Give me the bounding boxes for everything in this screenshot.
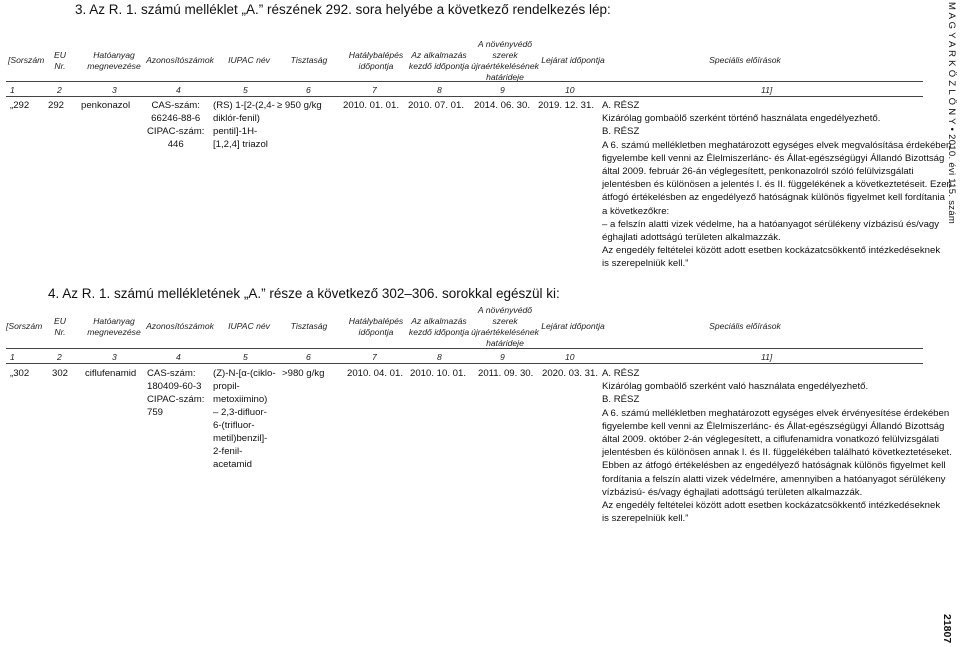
col-number: 4 — [176, 352, 181, 362]
col-number: 9 — [500, 85, 505, 95]
col-number: 3 — [112, 85, 117, 95]
identifiers: CAS-szám: 66246-88-6 CIPAC-szám: 446 — [147, 100, 205, 150]
iupac-name: (RS) 1-[2-(2,4- diklór-fenil) pentil]-1H- [1,2,4] triazol — [213, 100, 275, 150]
col-number: 10 — [565, 352, 575, 362]
col-number: 3 — [112, 352, 117, 362]
expiry-date: 2020. 03. 31. — [542, 368, 599, 379]
header-ujraertekeles: A növényvédő szerek újraértékelésének határideje — [471, 305, 539, 348]
header-eu-nr: EU Nr. — [54, 50, 66, 71]
special-provisions: A. RÉSZ Kizárólag gombaölő szerként való használata engedélyezhető. B. RÉSZ A 6. számú mellékletben meghatározott egységes elvek érvényesítése érdekében figyelembe kell venni az Élelmiszerlánc- és Állat-egészségügyi Állandó Bizottság által 2009. október 2-án véglegesített, a ciflufenamidra vonatkozó felülvizsgálati jelentésben és különösen annak I. és II. függelékében található következtetéseket. Ebben az átfogó értékelésben az engedélyező hatóságnak különös figyelmet kell fordítania a felszín alatti vizek védelmére, amennyiben a hatóanyagot sérülékeny vízbázisú- és/vagy éghajlati adottságú területen alkalmazzák. Az engedély feltételei között adott esetben kockázatcsökkentő intézkedéseknek is szerepelniük kell.” — [602, 368, 952, 525]
header-eu-nr: EU Nr. — [54, 316, 66, 337]
header-hatalybalepes: Hatálybalépés időpontja — [348, 50, 404, 71]
table-302-body-rule — [6, 363, 923, 364]
identifiers: CAS-szám: 180409-60-3 CIPAC-szám: 759 — [147, 368, 205, 418]
col-number: 10 — [565, 85, 575, 95]
substance-name: ciflufenamid — [85, 368, 137, 379]
row-number: „292 — [10, 100, 30, 111]
iupac-name: (Z)-N-[α-(ciklo- propil- metoxiimino) – 2,3-difluor- 6-(trifluor- metil)benzil]- 2-fenil- acetamid — [213, 368, 276, 470]
start-date: 2010. 10. 01. — [410, 368, 467, 379]
col-number: 9 — [500, 352, 505, 362]
header-iupac: IUPAC név — [228, 55, 270, 65]
col-number: 1 — [10, 85, 15, 95]
review-deadline: 2011. 09. 30. — [478, 368, 534, 379]
header-alkalmazas: Az alkalmazás kezdő időpontja — [408, 316, 470, 337]
header-hatoanyag: Hatóanyag megnevezése — [87, 50, 141, 71]
header-lejarat: Lejárat időpontja — [541, 55, 605, 65]
col-number: 11] — [761, 85, 773, 95]
header-hatalybalepes: Hatálybalépés időpontja — [348, 316, 404, 337]
purity: ≥ 950 g/kg — [277, 100, 322, 111]
col-number: 5 — [243, 85, 248, 95]
col-number: 1 — [10, 352, 15, 362]
table-292-header-rule — [6, 81, 923, 82]
header-specialis: Speciális előírások — [709, 55, 781, 65]
header-azonositoszamok: Azonosítószámok — [146, 321, 214, 331]
review-deadline: 2014. 06. 30. — [474, 100, 531, 111]
page-number: 21807 — [941, 614, 953, 644]
col-number: 8 — [437, 352, 442, 362]
col-number: 4 — [176, 85, 181, 95]
eu-number: 302 — [52, 368, 69, 379]
col-number: 2 — [57, 352, 62, 362]
header-ujraertekeles: A növényvédő szerek újraértékelésének határideje — [471, 39, 539, 82]
header-specialis: Speciális előírások — [709, 321, 781, 331]
table-302-header-rule — [6, 348, 923, 349]
header-iupac: IUPAC név — [228, 321, 270, 331]
col-number: 7 — [372, 85, 377, 95]
purity: >980 g/kg — [282, 368, 325, 379]
effective-date: 2010. 01. 01. — [343, 100, 400, 111]
row-number: „302 — [10, 368, 30, 379]
header-tisztasag: Tisztaság — [290, 321, 328, 331]
eu-number: 292 — [48, 100, 65, 111]
header-lejarat: Lejárat időpontja — [541, 321, 605, 331]
header-alkalmazas: Az alkalmazás kezdő időpontja — [408, 50, 470, 71]
start-date: 2010. 07. 01. — [408, 100, 465, 111]
journal-running-head: M A G Y A R K Ö Z L Ö N Y • 2010. évi 115. szám — [946, 2, 957, 225]
expiry-date: 2019. 12. 31. — [538, 100, 595, 111]
section-3-heading: 3. Az R. 1. számú melléklet „A.” részének 292. sora helyébe a következő rendelkezés lép: — [75, 2, 611, 17]
col-number: 6 — [306, 352, 311, 362]
col-number: 2 — [57, 85, 62, 95]
substance-name: penkonazol — [81, 100, 131, 111]
header-sorszam: [Sorszám — [8, 55, 45, 65]
section-4-heading: 4. Az R. 1. számú mellékletének „A.” része a következő 302–306. sorokkal egészül ki: — [48, 286, 560, 301]
header-tisztasag: Tisztaság — [290, 55, 328, 65]
effective-date: 2010. 04. 01. — [347, 368, 404, 379]
table-292-body-rule — [6, 96, 923, 97]
special-provisions: A. RÉSZ Kizárólag gombaölő szerként történő használata engedélyezhető. B. RÉSZ A 6. számú mellékletben meghatározott egységes elvek megvalósítása érdekében figyelembe kell venni az Élelmiszerlánc- és Állat-egészségügyi Állandó Bizottság által 2009. február 26-án véglegesített, penkonazolról szóló felülvizsgálati jelentésben és különösen a jelentés I. és II. függelékének a következtetéseit. Ezen átfogó értékelésben az engedélyező hatóságnak különös figyelmet kell fordítania a következőkre: – a felszín alatti vizek védelme, ha a hatóanyagot sérülékeny vízbázisú és/vagy éghajlati adottságú területen alkalmazzák. Az engedély feltételei között adott esetben kockázatcsökkentő intézkedéseknek is szerepelniük kell.” — [602, 100, 952, 270]
header-hatoanyag: Hatóanyag megnevezése — [87, 316, 141, 337]
col-number: 5 — [243, 352, 248, 362]
col-number: 11] — [761, 352, 773, 362]
col-number: 6 — [306, 85, 311, 95]
header-sorszam: [Sorszám — [6, 321, 43, 331]
col-number: 8 — [437, 85, 442, 95]
col-number: 7 — [372, 352, 377, 362]
header-azonositoszamok: Azonosítószámok — [146, 55, 214, 65]
